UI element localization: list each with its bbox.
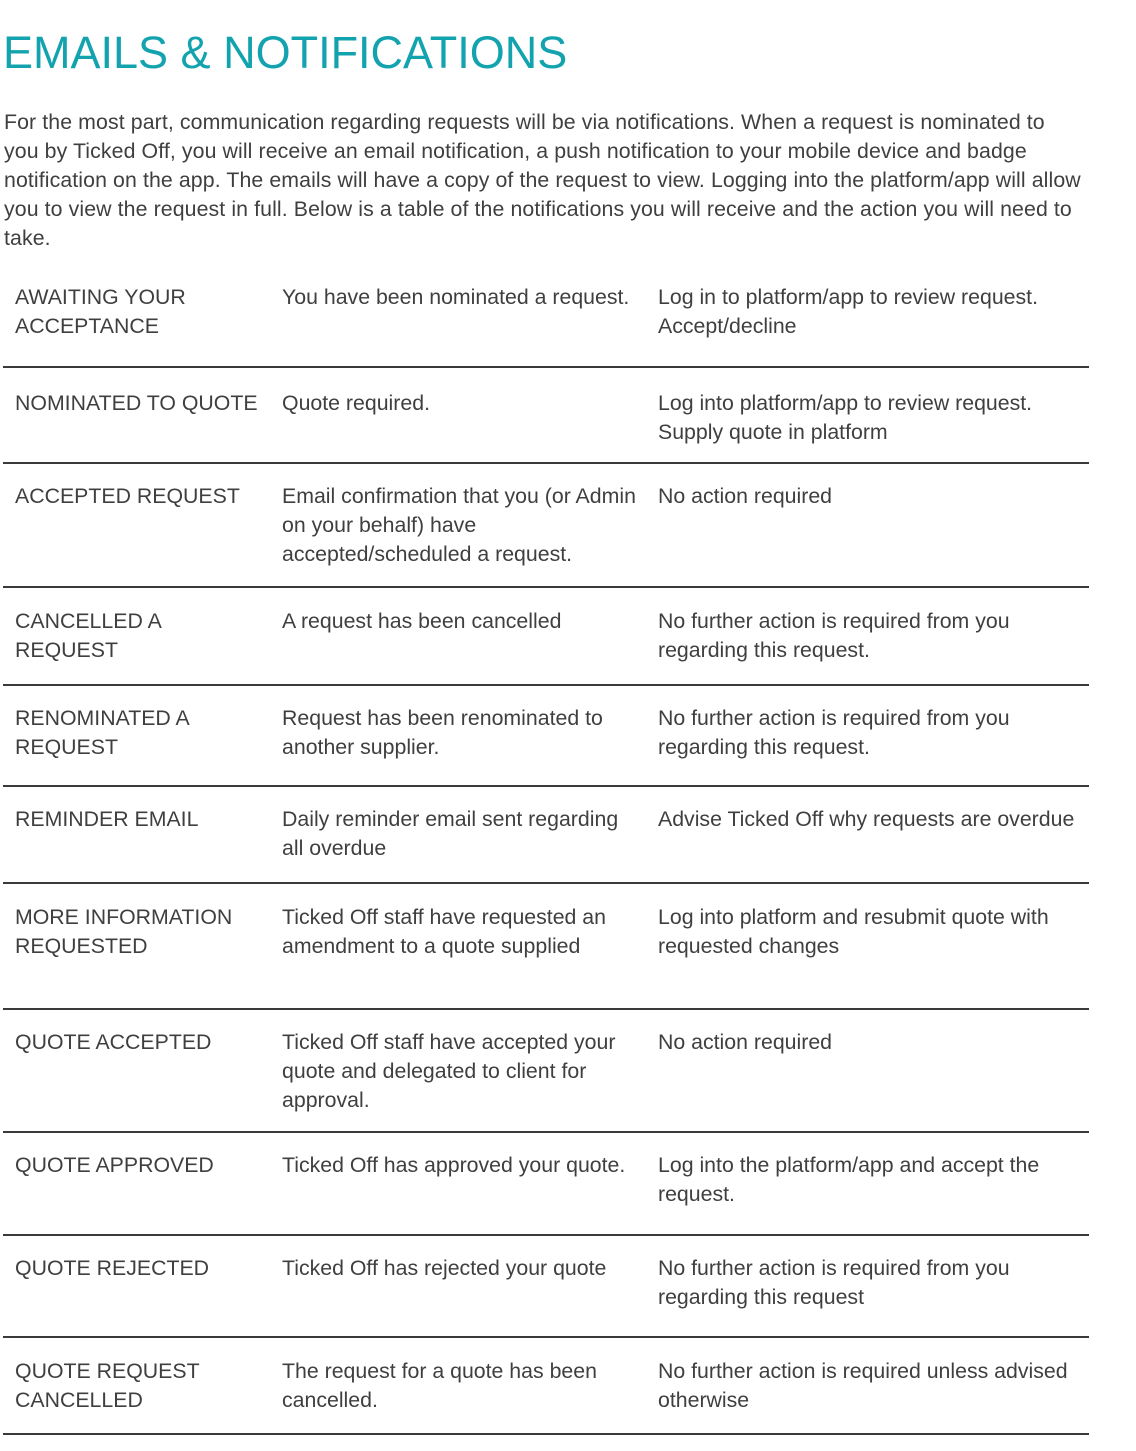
notification-name: ACCEPTED REQUEST <box>15 484 240 508</box>
notification-name: QUOTE ACCEPTED <box>15 1030 212 1054</box>
notification-name: RENOMINATED A REQUEST <box>15 706 189 759</box>
notification-name: CANCELLED A REQUEST <box>15 609 161 662</box>
notification-action: Advise Ticked Off why requests are overdue <box>658 807 1075 831</box>
notification-action: No further action is required unless advised otherwise <box>658 1359 1068 1412</box>
table-row <box>3 1338 1089 1435</box>
notification-action: No further action is required from you regarding this request. <box>658 706 1010 759</box>
notification-action: No further action is required from you regarding this request <box>658 1256 1010 1309</box>
notification-name: AWAITING YOUR ACCEPTANCE <box>15 285 186 338</box>
table-row <box>3 368 1089 464</box>
page-title: EMAILS & NOTIFICATIONS <box>3 27 568 78</box>
notification-description: Ticked Off has approved your quote. <box>282 1153 626 1177</box>
notification-description: Daily reminder email sent regarding all overdue <box>282 807 619 860</box>
table-row <box>3 884 1089 1010</box>
notification-action: Log in to platform/app to review request. Accept/decline <box>658 285 1039 338</box>
notification-action: Log into platform/app to review request. Supply quote in platform <box>658 391 1033 444</box>
table-row <box>3 1133 1089 1236</box>
table-row <box>3 283 1089 368</box>
notification-description: The request for a quote has been cancelled. <box>282 1359 597 1412</box>
notification-name: MORE INFORMATION REQUESTED <box>15 905 233 958</box>
notification-name: QUOTE REJECTED <box>15 1256 210 1280</box>
table-row <box>3 1010 1089 1133</box>
notification-description: Email confirmation that you (or Admin on your behalf) have accepted/scheduled a request. <box>282 484 636 566</box>
notification-name: QUOTE REQUEST CANCELLED <box>15 1359 200 1412</box>
table-row <box>3 464 1089 588</box>
notification-action: Log into platform and resubmit quote with requested changes <box>658 905 1049 958</box>
table-row <box>3 1236 1089 1338</box>
notification-description: Ticked Off staff have requested an amendment to a quote supplied <box>282 905 606 958</box>
notifications-table <box>3 283 1089 1435</box>
notification-description: Quote required. <box>282 391 430 415</box>
notification-name: REMINDER EMAIL <box>15 807 199 831</box>
intro-paragraph: For the most part, communication regarding requests will be via notifications. When a request is nominated to you by Ticked Off, you will receive an email notification, a push notification to your mobile device and badge notification on the app. The emails will have a copy of the request to view. Logging into the platform/app will allow you to view the request in full. Below is a table of the notifications you will receive and the action you will need to take. <box>4 110 1081 250</box>
notification-description: Ticked Off staff have accepted your quote and delegated to client for approval. <box>282 1030 616 1112</box>
notification-action: No action required <box>658 484 833 508</box>
notification-description: You have been nominated a request. <box>282 285 630 309</box>
notification-name: NOMINATED TO QUOTE <box>15 391 258 415</box>
table-row <box>3 787 1089 884</box>
notification-description: Ticked Off has rejected your quote <box>282 1256 607 1280</box>
notification-name: QUOTE APPROVED <box>15 1153 214 1177</box>
notification-description: A request has been cancelled <box>282 609 562 633</box>
notification-action: No further action is required from you regarding this request. <box>658 609 1010 662</box>
notification-action: No action required <box>658 1030 833 1054</box>
notification-description: Request has been renominated to another supplier. <box>282 706 603 759</box>
table-row <box>3 588 1089 686</box>
notification-action: Log into the platform/app and accept the request. <box>658 1153 1040 1206</box>
table-row <box>3 686 1089 787</box>
